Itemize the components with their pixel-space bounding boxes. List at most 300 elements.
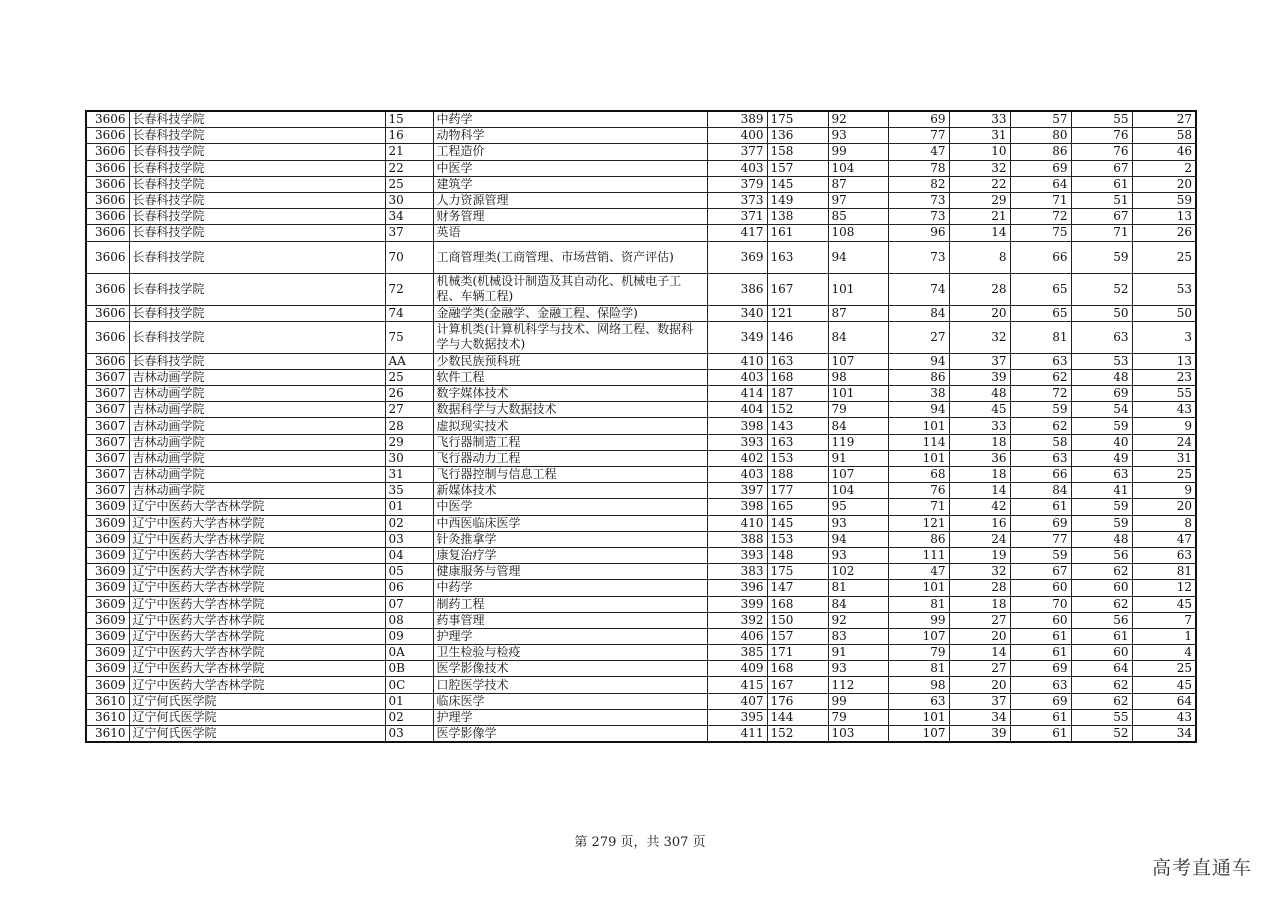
- score-a-cell: 152: [767, 726, 828, 743]
- score-f-cell: 53: [1071, 353, 1132, 369]
- score-d-cell: 31: [949, 128, 1010, 144]
- total-score-cell: 410: [707, 353, 767, 369]
- school-code-cell: 3606: [86, 209, 129, 225]
- score-a-cell: 121: [767, 305, 828, 321]
- score-c-cell: 94: [888, 402, 949, 418]
- school-name-cell: 长春科技学院: [129, 241, 385, 273]
- score-c-cell: 107: [888, 628, 949, 644]
- score-g-cell: 25: [1132, 241, 1196, 273]
- score-e-cell: 63: [1010, 353, 1071, 369]
- score-b-cell: 119: [828, 434, 888, 450]
- major-code-cell: 0A: [385, 645, 433, 661]
- total-score-cell: 389: [707, 111, 767, 128]
- admission-table: [85, 110, 1197, 743]
- score-c-cell: 63: [888, 693, 949, 709]
- score-b-cell: 93: [828, 661, 888, 677]
- school-name-cell: 长春科技学院: [129, 144, 385, 160]
- table-row: [86, 160, 1196, 176]
- major-name-cell: 计算机类(计算机科学与技术、网络工程、数据科学与大数据技术): [433, 321, 707, 353]
- school-code-cell: 3606: [86, 160, 129, 176]
- score-d-cell: 19: [949, 547, 1010, 563]
- score-d-cell: 27: [949, 661, 1010, 677]
- major-code-cell: 22: [385, 160, 433, 176]
- score-f-cell: 67: [1071, 160, 1132, 176]
- total-score-cell: 402: [707, 450, 767, 466]
- table-row: [86, 386, 1196, 402]
- school-name-cell: 辽宁中医药大学杏林学院: [129, 661, 385, 677]
- major-name-cell: 口腔医学技术: [433, 677, 707, 693]
- score-d-cell: 14: [949, 645, 1010, 661]
- school-code-cell: 3609: [86, 580, 129, 596]
- total-score-cell: 396: [707, 580, 767, 596]
- score-g-cell: 58: [1132, 128, 1196, 144]
- score-c-cell: 86: [888, 369, 949, 385]
- school-code-cell: 3610: [86, 709, 129, 725]
- major-code-cell: 0B: [385, 661, 433, 677]
- school-name-cell: 吉林动画学院: [129, 369, 385, 385]
- score-d-cell: 20: [949, 677, 1010, 693]
- school-name-cell: 辽宁何氏医学院: [129, 709, 385, 725]
- score-d-cell: 14: [949, 483, 1010, 499]
- school-name-cell: 吉林动画学院: [129, 418, 385, 434]
- score-f-cell: 50: [1071, 305, 1132, 321]
- score-c-cell: 38: [888, 386, 949, 402]
- score-b-cell: 93: [828, 128, 888, 144]
- school-name-cell: 长春科技学院: [129, 160, 385, 176]
- score-c-cell: 81: [888, 661, 949, 677]
- table-row: [86, 321, 1196, 353]
- score-g-cell: 13: [1132, 209, 1196, 225]
- score-b-cell: 94: [828, 241, 888, 273]
- table-row: [86, 709, 1196, 725]
- score-c-cell: 101: [888, 580, 949, 596]
- total-score-cell: 349: [707, 321, 767, 353]
- school-code-cell: 3609: [86, 645, 129, 661]
- school-name-cell: 吉林动画学院: [129, 386, 385, 402]
- table-row: [86, 645, 1196, 661]
- major-code-cell: 21: [385, 144, 433, 160]
- score-e-cell: 80: [1010, 128, 1071, 144]
- major-code-cell: 29: [385, 434, 433, 450]
- score-c-cell: 101: [888, 450, 949, 466]
- score-e-cell: 81: [1010, 321, 1071, 353]
- school-code-cell: 3610: [86, 693, 129, 709]
- score-d-cell: 18: [949, 596, 1010, 612]
- major-name-cell: 少数民族预科班: [433, 353, 707, 369]
- total-score-cell: 399: [707, 596, 767, 612]
- major-name-cell: 飞行器制造工程: [433, 434, 707, 450]
- table-row: [86, 612, 1196, 628]
- score-a-cell: 144: [767, 709, 828, 725]
- score-e-cell: 62: [1010, 369, 1071, 385]
- score-g-cell: 50: [1132, 305, 1196, 321]
- total-score-cell: 404: [707, 402, 767, 418]
- major-name-cell: 飞行器动力工程: [433, 450, 707, 466]
- school-name-cell: 长春科技学院: [129, 176, 385, 192]
- school-code-cell: 3609: [86, 677, 129, 693]
- score-g-cell: 46: [1132, 144, 1196, 160]
- total-score-cell: 403: [707, 467, 767, 483]
- major-name-cell: 飞行器控制与信息工程: [433, 467, 707, 483]
- table-row: [86, 241, 1196, 273]
- school-name-cell: 辽宁中医药大学杏林学院: [129, 564, 385, 580]
- score-b-cell: 97: [828, 192, 888, 208]
- score-g-cell: 53: [1132, 273, 1196, 305]
- school-code-cell: 3609: [86, 612, 129, 628]
- score-f-cell: 69: [1071, 386, 1132, 402]
- score-e-cell: 61: [1010, 709, 1071, 725]
- major-name-cell: 护理学: [433, 628, 707, 644]
- table-row: [86, 450, 1196, 466]
- school-code-cell: 3607: [86, 418, 129, 434]
- major-code-cell: 03: [385, 531, 433, 547]
- major-code-cell: 05: [385, 564, 433, 580]
- score-g-cell: 9: [1132, 483, 1196, 499]
- score-a-cell: 168: [767, 661, 828, 677]
- school-code-cell: 3606: [86, 305, 129, 321]
- score-a-cell: 148: [767, 547, 828, 563]
- school-name-cell: 长春科技学院: [129, 273, 385, 305]
- score-a-cell: 168: [767, 596, 828, 612]
- score-b-cell: 93: [828, 515, 888, 531]
- score-b-cell: 107: [828, 467, 888, 483]
- school-name-cell: 辽宁何氏医学院: [129, 693, 385, 709]
- major-name-cell: 中医学: [433, 499, 707, 515]
- score-c-cell: 69: [888, 111, 949, 128]
- score-a-cell: 138: [767, 209, 828, 225]
- score-g-cell: 4: [1132, 645, 1196, 661]
- score-g-cell: 26: [1132, 225, 1196, 241]
- major-code-cell: 04: [385, 547, 433, 563]
- table-body: [86, 111, 1196, 742]
- score-b-cell: 112: [828, 677, 888, 693]
- total-score-cell: 377: [707, 144, 767, 160]
- score-g-cell: 43: [1132, 709, 1196, 725]
- score-g-cell: 9: [1132, 418, 1196, 434]
- score-c-cell: 82: [888, 176, 949, 192]
- score-c-cell: 79: [888, 645, 949, 661]
- score-b-cell: 95: [828, 499, 888, 515]
- score-e-cell: 58: [1010, 434, 1071, 450]
- score-f-cell: 76: [1071, 144, 1132, 160]
- score-d-cell: 21: [949, 209, 1010, 225]
- score-e-cell: 71: [1010, 192, 1071, 208]
- major-name-cell: 康复治疗学: [433, 547, 707, 563]
- score-a-cell: 149: [767, 192, 828, 208]
- score-b-cell: 84: [828, 418, 888, 434]
- major-name-cell: 金融学类(金融学、金融工程、保险学): [433, 305, 707, 321]
- table-row: [86, 144, 1196, 160]
- score-a-cell: 165: [767, 499, 828, 515]
- score-e-cell: 65: [1010, 305, 1071, 321]
- score-g-cell: 13: [1132, 353, 1196, 369]
- table-row: [86, 434, 1196, 450]
- score-e-cell: 70: [1010, 596, 1071, 612]
- score-f-cell: 61: [1071, 176, 1132, 192]
- score-c-cell: 96: [888, 225, 949, 241]
- score-b-cell: 103: [828, 726, 888, 743]
- score-a-cell: 145: [767, 176, 828, 192]
- table-row: [86, 693, 1196, 709]
- score-f-cell: 55: [1071, 709, 1132, 725]
- table-row: [86, 677, 1196, 693]
- score-g-cell: 64: [1132, 693, 1196, 709]
- total-score-cell: 411: [707, 726, 767, 743]
- score-c-cell: 27: [888, 321, 949, 353]
- major-code-cell: 16: [385, 128, 433, 144]
- table-row: [86, 128, 1196, 144]
- table-row: [86, 273, 1196, 305]
- score-e-cell: 75: [1010, 225, 1071, 241]
- score-g-cell: 81: [1132, 564, 1196, 580]
- major-code-cell: 26: [385, 386, 433, 402]
- major-name-cell: 中医学: [433, 160, 707, 176]
- score-d-cell: 8: [949, 241, 1010, 273]
- score-c-cell: 73: [888, 241, 949, 273]
- score-g-cell: 43: [1132, 402, 1196, 418]
- score-f-cell: 59: [1071, 418, 1132, 434]
- total-score-cell: 415: [707, 677, 767, 693]
- major-name-cell: 健康服务与管理: [433, 564, 707, 580]
- score-a-cell: 163: [767, 434, 828, 450]
- score-f-cell: 59: [1071, 499, 1132, 515]
- score-b-cell: 84: [828, 596, 888, 612]
- score-b-cell: 101: [828, 386, 888, 402]
- score-g-cell: 8: [1132, 515, 1196, 531]
- score-e-cell: 64: [1010, 176, 1071, 192]
- score-e-cell: 72: [1010, 386, 1071, 402]
- table-row: [86, 580, 1196, 596]
- score-a-cell: 161: [767, 225, 828, 241]
- score-a-cell: 167: [767, 677, 828, 693]
- score-c-cell: 71: [888, 499, 949, 515]
- score-a-cell: 168: [767, 369, 828, 385]
- page-number: 第 279 页，共 307 页: [574, 835, 706, 850]
- school-name-cell: 辽宁中医药大学杏林学院: [129, 499, 385, 515]
- score-g-cell: 20: [1132, 176, 1196, 192]
- score-a-cell: 157: [767, 628, 828, 644]
- score-b-cell: 93: [828, 547, 888, 563]
- school-name-cell: 吉林动画学院: [129, 450, 385, 466]
- table-row: [86, 192, 1196, 208]
- major-code-cell: 25: [385, 369, 433, 385]
- score-b-cell: 102: [828, 564, 888, 580]
- school-name-cell: 长春科技学院: [129, 128, 385, 144]
- score-d-cell: 33: [949, 418, 1010, 434]
- score-f-cell: 64: [1071, 661, 1132, 677]
- score-a-cell: 171: [767, 645, 828, 661]
- total-score-cell: 400: [707, 128, 767, 144]
- major-name-cell: 建筑学: [433, 176, 707, 192]
- score-d-cell: 36: [949, 450, 1010, 466]
- major-code-cell: 28: [385, 418, 433, 434]
- score-g-cell: 1: [1132, 628, 1196, 644]
- score-c-cell: 99: [888, 612, 949, 628]
- school-code-cell: 3607: [86, 467, 129, 483]
- score-e-cell: 77: [1010, 531, 1071, 547]
- score-g-cell: 47: [1132, 531, 1196, 547]
- score-g-cell: 59: [1132, 192, 1196, 208]
- total-score-cell: 371: [707, 209, 767, 225]
- score-f-cell: 63: [1071, 321, 1132, 353]
- score-c-cell: 111: [888, 547, 949, 563]
- score-a-cell: 143: [767, 418, 828, 434]
- score-e-cell: 61: [1010, 645, 1071, 661]
- school-code-cell: 3607: [86, 483, 129, 499]
- score-e-cell: 69: [1010, 160, 1071, 176]
- major-name-cell: 人力资源管理: [433, 192, 707, 208]
- score-b-cell: 92: [828, 612, 888, 628]
- school-name-cell: 吉林动画学院: [129, 434, 385, 450]
- score-d-cell: 32: [949, 564, 1010, 580]
- major-code-cell: 35: [385, 483, 433, 499]
- score-e-cell: 60: [1010, 580, 1071, 596]
- major-code-cell: 08: [385, 612, 433, 628]
- score-f-cell: 67: [1071, 209, 1132, 225]
- score-g-cell: 12: [1132, 580, 1196, 596]
- score-g-cell: 3: [1132, 321, 1196, 353]
- major-code-cell: 09: [385, 628, 433, 644]
- major-code-cell: AA: [385, 353, 433, 369]
- school-name-cell: 辽宁中医药大学杏林学院: [129, 547, 385, 563]
- score-f-cell: 41: [1071, 483, 1132, 499]
- score-g-cell: 2: [1132, 160, 1196, 176]
- school-name-cell: 辽宁中医药大学杏林学院: [129, 515, 385, 531]
- score-g-cell: 20: [1132, 499, 1196, 515]
- major-name-cell: 护理学: [433, 709, 707, 725]
- table-row: [86, 628, 1196, 644]
- watermark-text: 高考直通车: [1151, 857, 1252, 879]
- score-d-cell: 20: [949, 305, 1010, 321]
- score-e-cell: 61: [1010, 628, 1071, 644]
- score-c-cell: 86: [888, 531, 949, 547]
- major-code-cell: 31: [385, 467, 433, 483]
- score-d-cell: 37: [949, 353, 1010, 369]
- school-code-cell: 3606: [86, 353, 129, 369]
- school-code-cell: 3606: [86, 273, 129, 305]
- score-d-cell: 20: [949, 628, 1010, 644]
- total-score-cell: 403: [707, 160, 767, 176]
- major-code-cell: 37: [385, 225, 433, 241]
- score-a-cell: 188: [767, 467, 828, 483]
- score-c-cell: 81: [888, 596, 949, 612]
- score-c-cell: 101: [888, 418, 949, 434]
- table-row: [86, 661, 1196, 677]
- score-a-cell: 175: [767, 564, 828, 580]
- score-d-cell: 18: [949, 434, 1010, 450]
- school-code-cell: 3606: [86, 321, 129, 353]
- score-d-cell: 14: [949, 225, 1010, 241]
- score-a-cell: 150: [767, 612, 828, 628]
- school-name-cell: 辽宁中医药大学杏林学院: [129, 580, 385, 596]
- major-name-cell: 医学影像技术: [433, 661, 707, 677]
- major-code-cell: 03: [385, 726, 433, 743]
- score-e-cell: 66: [1010, 467, 1071, 483]
- total-score-cell: 397: [707, 483, 767, 499]
- score-b-cell: 104: [828, 160, 888, 176]
- score-b-cell: 99: [828, 693, 888, 709]
- school-name-cell: 长春科技学院: [129, 305, 385, 321]
- table-row: [86, 483, 1196, 499]
- score-g-cell: 24: [1132, 434, 1196, 450]
- total-score-cell: 403: [707, 369, 767, 385]
- school-code-cell: 3609: [86, 661, 129, 677]
- score-g-cell: 45: [1132, 677, 1196, 693]
- score-b-cell: 79: [828, 709, 888, 725]
- major-name-cell: 数字媒体技术: [433, 386, 707, 402]
- score-c-cell: 114: [888, 434, 949, 450]
- score-b-cell: 99: [828, 144, 888, 160]
- major-code-cell: 06: [385, 580, 433, 596]
- score-b-cell: 107: [828, 353, 888, 369]
- school-name-cell: 长春科技学院: [129, 225, 385, 241]
- score-f-cell: 56: [1071, 547, 1132, 563]
- school-code-cell: 3609: [86, 564, 129, 580]
- major-code-cell: 02: [385, 709, 433, 725]
- major-name-cell: 中西医临床医学: [433, 515, 707, 531]
- score-f-cell: 60: [1071, 645, 1132, 661]
- major-code-cell: 72: [385, 273, 433, 305]
- score-a-cell: 175: [767, 111, 828, 128]
- major-name-cell: 虚拟现实技术: [433, 418, 707, 434]
- major-name-cell: 药事管理: [433, 612, 707, 628]
- score-f-cell: 62: [1071, 677, 1132, 693]
- score-a-cell: 176: [767, 693, 828, 709]
- school-code-cell: 3609: [86, 499, 129, 515]
- score-c-cell: 76: [888, 483, 949, 499]
- total-score-cell: 406: [707, 628, 767, 644]
- table-row: [86, 726, 1196, 743]
- score-d-cell: 32: [949, 321, 1010, 353]
- school-code-cell: 3609: [86, 628, 129, 644]
- major-name-cell: 卫生检验与检疫: [433, 645, 707, 661]
- score-e-cell: 69: [1010, 661, 1071, 677]
- table-row: [86, 564, 1196, 580]
- score-f-cell: 55: [1071, 111, 1132, 128]
- major-name-cell: 数据科学与大数据技术: [433, 402, 707, 418]
- major-name-cell: 制药工程: [433, 596, 707, 612]
- major-code-cell: 70: [385, 241, 433, 273]
- major-name-cell: 新媒体技术: [433, 483, 707, 499]
- school-code-cell: 3606: [86, 241, 129, 273]
- school-code-cell: 3607: [86, 434, 129, 450]
- score-d-cell: 32: [949, 160, 1010, 176]
- major-code-cell: 30: [385, 192, 433, 208]
- score-d-cell: 29: [949, 192, 1010, 208]
- score-a-cell: 153: [767, 450, 828, 466]
- score-e-cell: 86: [1010, 144, 1071, 160]
- score-g-cell: 55: [1132, 386, 1196, 402]
- school-code-cell: 3606: [86, 225, 129, 241]
- total-score-cell: 393: [707, 547, 767, 563]
- major-code-cell: 02: [385, 515, 433, 531]
- score-g-cell: 23: [1132, 369, 1196, 385]
- major-name-cell: 针灸推拿学: [433, 531, 707, 547]
- score-d-cell: 33: [949, 111, 1010, 128]
- score-e-cell: 59: [1010, 547, 1071, 563]
- table-row: [86, 418, 1196, 434]
- score-f-cell: 61: [1071, 628, 1132, 644]
- major-name-cell: 动物科学: [433, 128, 707, 144]
- score-b-cell: 87: [828, 305, 888, 321]
- score-d-cell: 34: [949, 709, 1010, 725]
- total-score-cell: 398: [707, 499, 767, 515]
- score-d-cell: 39: [949, 726, 1010, 743]
- score-g-cell: 25: [1132, 467, 1196, 483]
- score-d-cell: 28: [949, 580, 1010, 596]
- score-b-cell: 94: [828, 531, 888, 547]
- score-f-cell: 48: [1071, 369, 1132, 385]
